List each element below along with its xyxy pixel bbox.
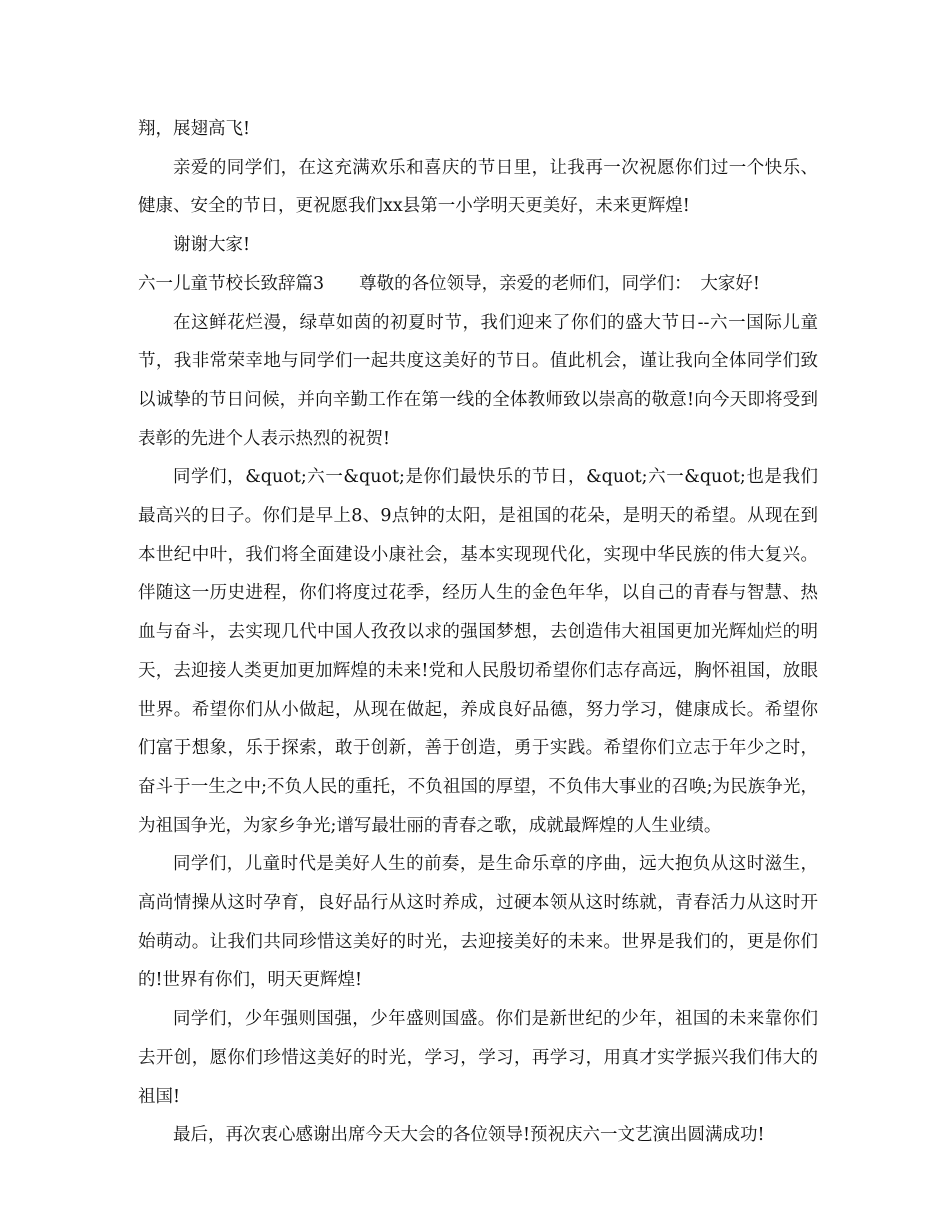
paragraph-continuation: 翔，展翅高飞! bbox=[138, 119, 251, 139]
paragraph-hopes: 同学们，&quot;六一&quot;是你们最快乐的节日，&quot;六一&quot;也是我们最高兴的日子。你们是早上8、9点钟的太阳，是祖国的花朵，是明天的希望。从现在到本世纪中叶，我们将全面建设小康社会，基本实现现代化，实现中华民族的伟大复兴。伴随这一历史进程，你们将度过花季，经历人生的金色年华，以自己的青春与智慧、热血与奋斗，去实现几代中国人孜孜以求的强国梦想，去创造伟大祖国更加光辉灿烂的明天，去迎接人类更加更加辉煌的未来!党和人民殷切希望你们志存高远，胸怀祖国，放眼世界。希望你们从小做起，从现在做起，养成良好品德，努力学习，健康成长。希望你们富于想象，乐于探索，敢于创新，善于创造，勇于实践。希望你们立志于年少之时，奋斗于一生之中;不负人民的重托，不负祖国的厚望，不负伟大事业的召唤;为民族争光，为祖国争光，为家乡争光;谱写最壮丽的青春之歌，成就最辉煌的人生业绩。 bbox=[138, 467, 818, 836]
paragraph-closing: 最后，再次衷心感谢出席今天大会的各位领导!预祝庆六一文艺演出圆满成功! bbox=[173, 1125, 765, 1146]
paragraph-wishes: 亲爱的同学们，在这充满欢乐和喜庆的节日里，让我再一次祝愿你们过一个快乐、健康、安全的节日，更祝愿我们xx县第一小学明天更美好，未来更辉煌! bbox=[138, 157, 818, 217]
document-body bbox=[138, 110, 818, 1155]
paragraph-childhood: 同学们，儿童时代是美好人生的前奏，是生命乐章的序曲，远大抱负从这时滋生，高尚情操从这时孕育，良好品行从这时养成，过硬本领从这时练就，青春活力从这时开始萌动。让我们共同珍惜这美好的时光，去迎接美好的未来。世界是我们的，更是你们的!世界有你们，明天更辉煌! bbox=[138, 854, 818, 991]
paragraph-youth: 同学们，少年强则国强，少年盛则国盛。你们是新世纪的少年，祖国的未来靠你们去开创，愿你们珍惜这美好的时光，学习，学习，再学习，用真才实学振兴我们伟大的祖国! bbox=[138, 1009, 818, 1107]
paragraph-thanks: 谢谢大家! bbox=[173, 235, 251, 256]
paragraph-opening: 在这鲜花烂漫，绿草如茵的初夏时节，我们迎来了你们的盛大节日--六一国际儿童节，我非常荣幸地与同学们一起共度这美好的节日。值此机会，谨让我向全体同学们致以诚挚的节日问候，并向辛勤工作在第一线的全体教师致以崇高的敬意!向今天即将受到表彰的先进个人表示热烈的祝贺! bbox=[138, 312, 818, 449]
section-heading: 六一儿童节校长致辞篇3 尊敬的各位领导，亲爱的老师们，同学们： 大家好! bbox=[138, 273, 760, 294]
